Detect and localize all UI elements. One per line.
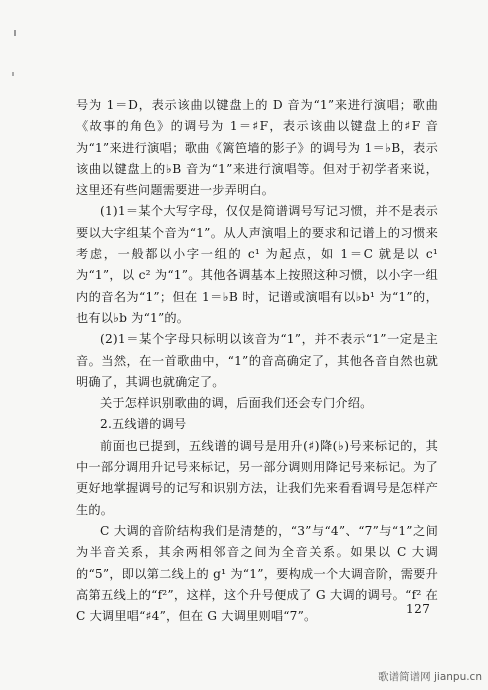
paragraph-later-intro: 关于怎样识别歌曲的调，后面我们还会专门介绍。: [100, 396, 373, 411]
page-number: 127: [406, 602, 431, 616]
watermark: 歌谱简谱网 jianpu.cn: [378, 671, 482, 683]
paragraph-continuation: 号为 1＝D，表示该曲以键盘上的 D 音为“1”来进行演唱；歌曲《故事的角色》的调号为 1＝♯F，表示该曲以键盘上的♯F 音为“1”来进行演唱；歌曲《篱笆墙的影子》的调号为 1＝♭B，表示该曲以键盘上的♭B 音为“1”来进行演唱等。但对于初学者来说，这里还有些问题需要进一步弄明白。: [76, 98, 438, 198]
paragraph-c-major: C 大调的音阶结构我们是清楚的，“3”与“4”、“7”与“1”之间为半音关系，其余两相邻音之间为全音关系。如果以 C 大调的“5”，即以第二线上的 g¹ 为“1”，要构成一个大调音阶，需要升高第五线上的“f²”，这样，这个升号便成了 G 大调的调号。“f² 在 C 大调里唱“♯4”，但在 G 大调里则唱“7”。: [76, 523, 438, 624]
scan-mark: [14, 30, 16, 36]
paragraph-note-1: (1)1＝某个大写字母，仅仅是简谱调号写记习惯，并不是表示要以大字组某个音为“1”。从人声演唱上的要求和记谱上的习惯来考虑，一般都以小字一组的 c¹ 为起点，如 1＝C 就是以 c¹ 为“1”，以 c² 为“1”。其他各调基本上按照这种习惯，以小字一组内的音名为“1”；但在 1＝♭B 时，记谱或演唱有以♭b¹ 为“1”的，也有以♭b 为“1”的。: [76, 204, 438, 325]
body-text: [76, 95, 438, 627]
scan-mark: [12, 72, 14, 76]
section-heading: 2.五线谱的调号: [100, 417, 187, 432]
paragraph-staff-key: 前面也已提到，五线谱的调号是用升(♯)降(♭)号来标记的，其中一部分调用升记号来标记，另一部分调则用降记号来标记。为了更好地掌握调号的记写和识别方法，让我们先来看看调号是怎样产生的。: [76, 438, 438, 517]
paragraph-note-2: (2)1＝某个字母只标明以该音为“1”，并不表示“1”一定是主音。当然，在一首歌曲中，“1”的音高确定了，其他各音自然也就明确了，其调也就确定了。: [76, 332, 438, 389]
